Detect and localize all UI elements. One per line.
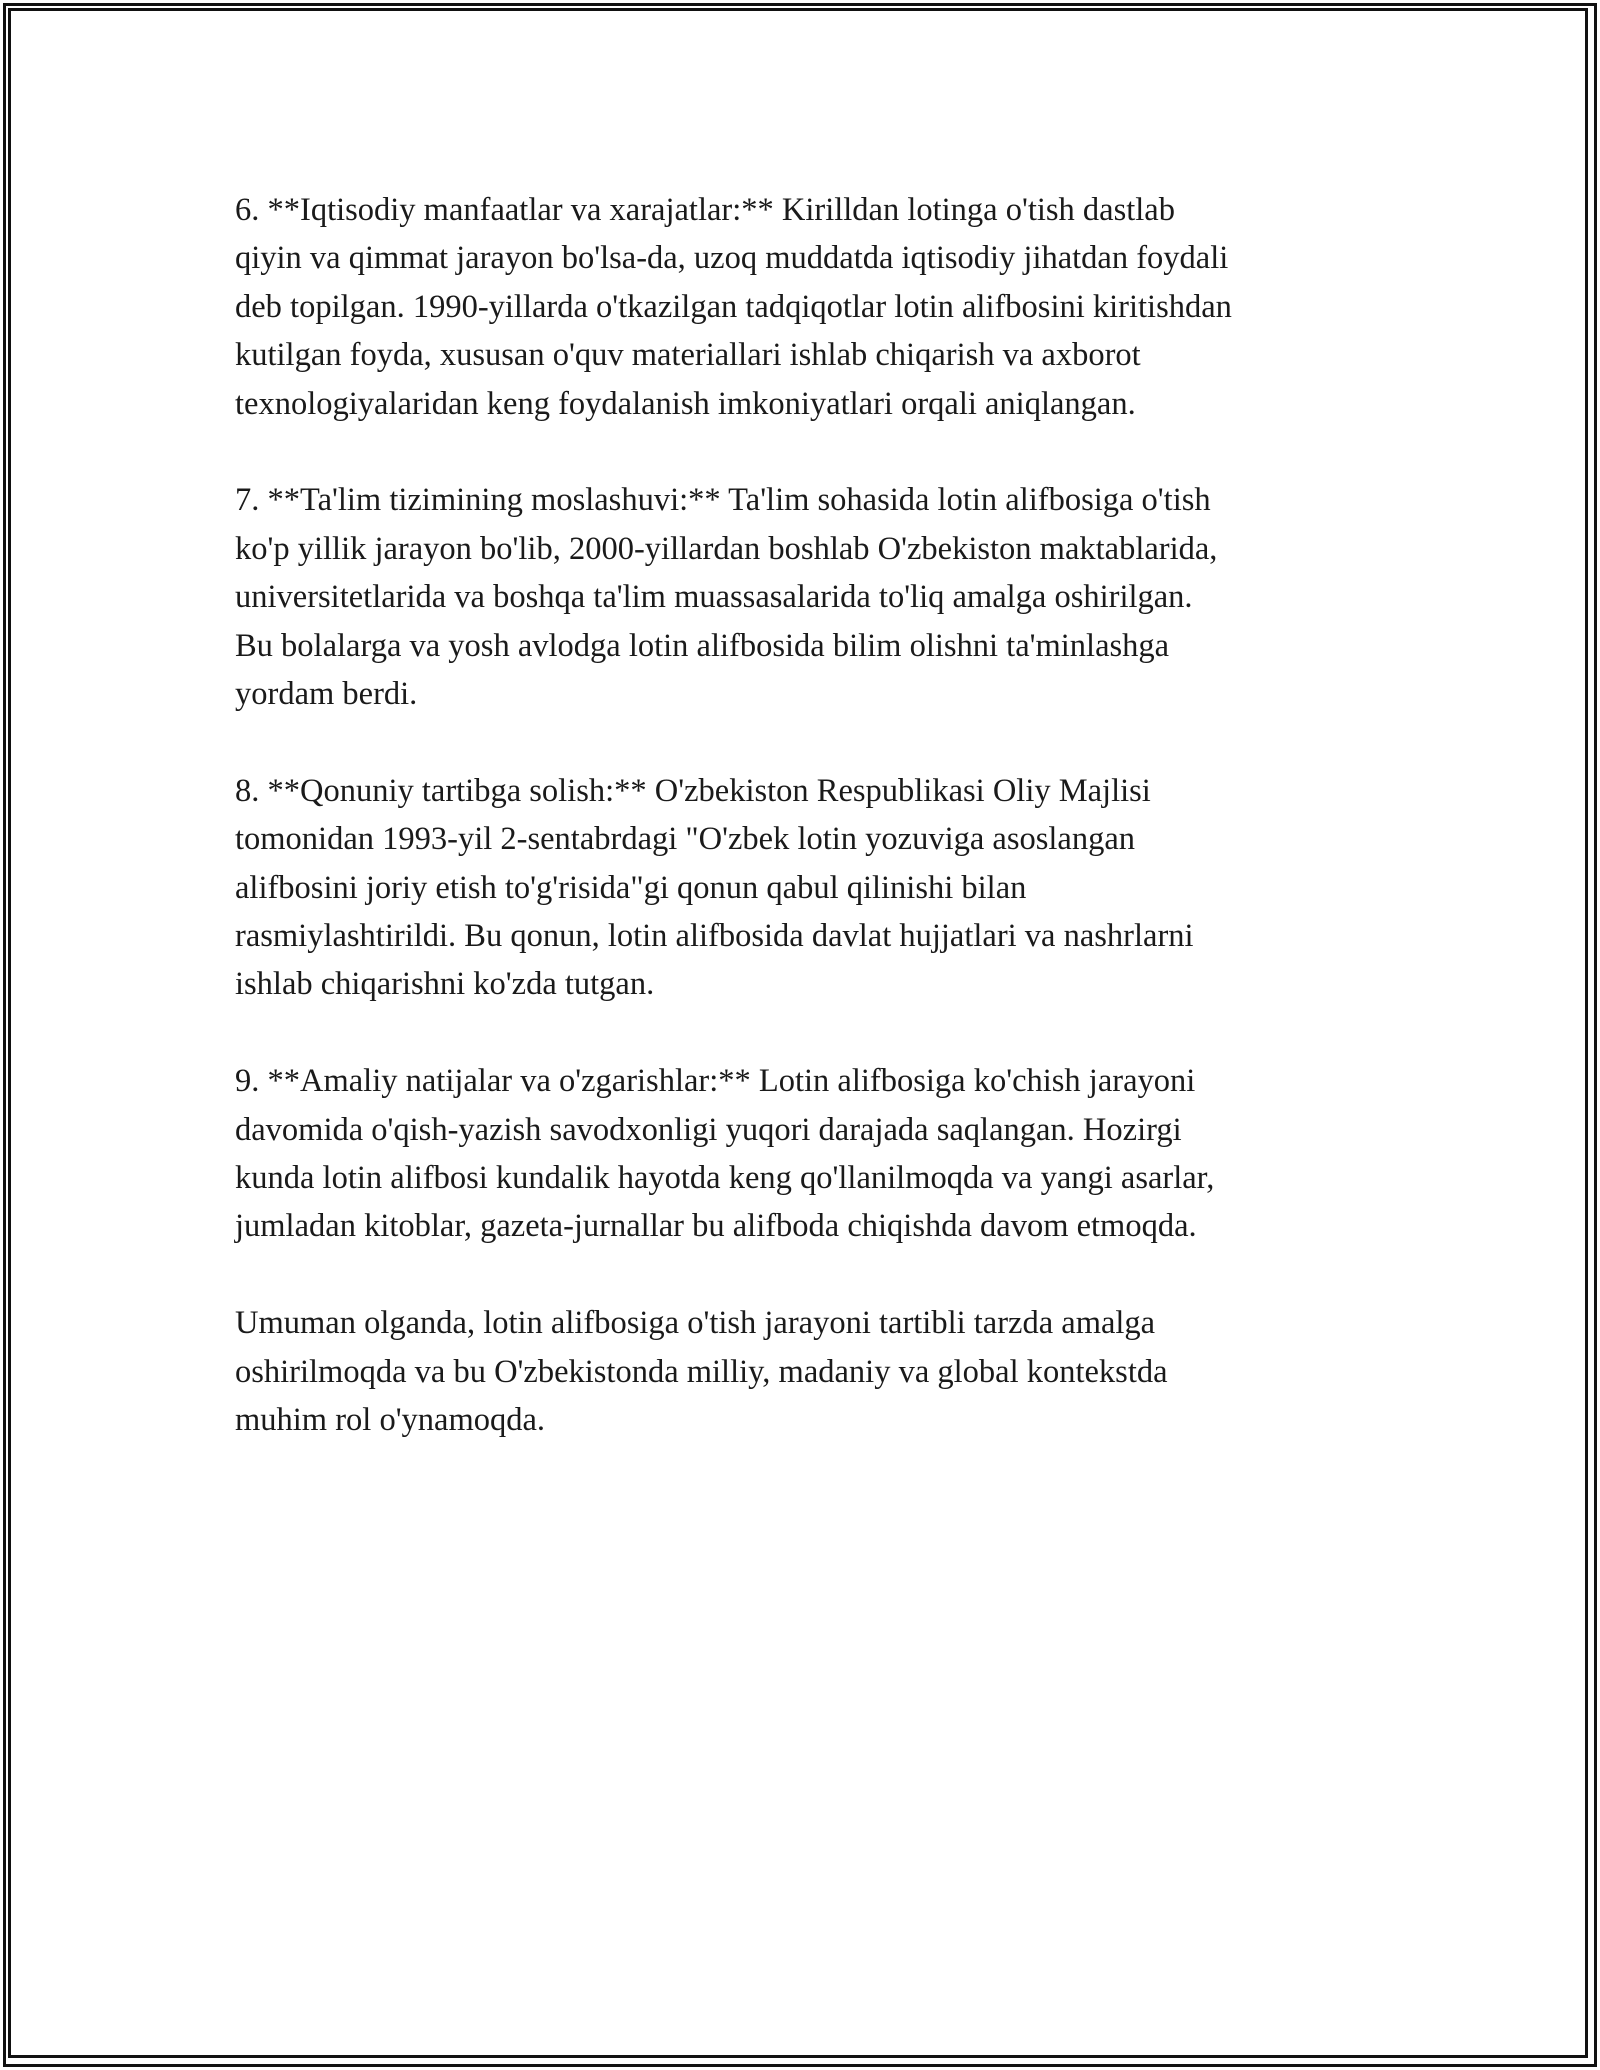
text-line: 8. **Qonuniy tartibga solish:** O'zbekiston Respublikasi Oliy Majlisi [235,772,1151,809]
text-line: qiyin va qimmat jarayon bo'lsa-da, uzoq muddatda iqtisodiy jihatdan foydali [235,240,1229,277]
paragraph-conclusion [235,1299,1385,1444]
text-line: 7. **Ta'lim tizimining moslashuvi:** Ta'lim sohasida lotin alifbosiga o'tish [235,482,1211,519]
text-line: oshirilmoqda va bu O'zbekistonda milliy, madaniy va global kontekstda [235,1353,1168,1390]
text-line: 9. **Amaliy natijalar va o'zgarishlar:** Lotin alifbosiga ko'chish jarayoni [235,1063,1196,1100]
text-line: alifbosini joriy etish to'g'risida"gi qonun qabul qilinishi bilan [235,869,1027,906]
text-line: davomida o'qish-yazish savodxonligi yuqori darajada saqlangan. Hozirgi [235,1111,1182,1148]
text-line: universitetlarida va boshqa ta'lim muassasalarida to'liq amalga oshirilgan. [235,579,1193,616]
text-line: kutilgan foyda, xususan o'quv materiallari ishlab chiqarish va axborot [235,337,1141,374]
paragraph-economic-benefits [235,186,1385,428]
text-line: 6. **Iqtisodiy manfaatlar va xarajatlar:** Kirilldan lotinga o'tish dastlab [235,192,1175,228]
text-line: ishlab chiqarishni ko'zda tutgan. [235,966,655,1003]
paragraph-legal-regulation [235,767,1385,1009]
text-line: Bu bolalarga va yosh avlodga lotin alifbosida bilim olishni ta'minlashga [235,627,1170,664]
text-line: ko'p yillik jarayon bo'lib, 2000-yillardan boshlab O'zbekiston maktablarida, [235,530,1218,567]
text-line: yordam berdi. [235,676,418,713]
paragraph-practical-results [235,1057,1385,1251]
document-body [235,186,1385,1493]
text-line: deb topilgan. 1990-yillarda o'tkazilgan tadqiqotlar lotin alifbosini kiritishdan [235,288,1232,325]
text-line: jumladan kitoblar, gazeta-jurnallar bu alifboda chiqishda davom etmoqda. [235,1208,1197,1245]
text-line: texnologiyalaridan keng foydalanish imkoniyatlari orqali aniqlangan. [235,385,1136,422]
paragraph-education-adaptation [235,476,1385,718]
text-line: kunda lotin alifbosi kundalik hayotda keng qo'llanilmoqda va yangi asarlar, [235,1160,1215,1197]
text-line: tomonidan 1993-yil 2-sentabrdagi "O'zbek lotin yozuviga asoslangan [235,821,1136,858]
text-line: Umuman olganda, lotin alifbosiga o'tish jarayoni tartibli tarzda amalga [235,1305,1156,1342]
text-line: rasmiylashtirildi. Bu qonun, lotin alifbosida davlat hujjatlari va nashrlarni [235,918,1194,955]
text-line: muhim rol o'ynamoqda. [235,1402,546,1439]
